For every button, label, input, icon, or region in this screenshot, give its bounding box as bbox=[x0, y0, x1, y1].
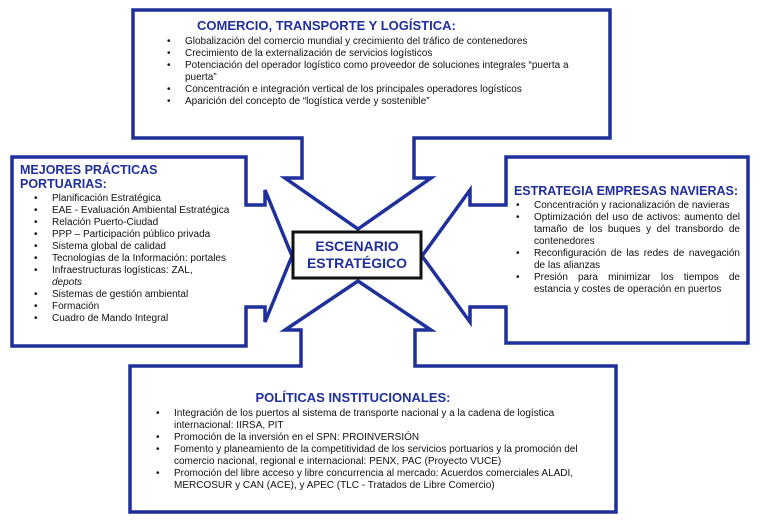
list-item: • Globalización del comercio mundial y crecimiento del tráfico de contenedores bbox=[163, 36, 598, 48]
top-title: COMERCIO, TRANSPORTE Y LOGÍSTICA: bbox=[197, 18, 456, 33]
center-line-1: ESCENARIO bbox=[315, 238, 399, 254]
center-line-2: ESTRATÉGICO bbox=[306, 255, 408, 271]
list-item: • EAE - Evaluación Ambiental Estratégica bbox=[30, 205, 242, 217]
depots-text: depots bbox=[52, 277, 83, 288]
list-item: • Relación Puerto-Ciudad bbox=[30, 217, 242, 229]
center-label bbox=[293, 232, 421, 278]
list-item: • Aparición del concepto de “logística verde y sostenible” bbox=[163, 96, 598, 108]
bottom-title: POLÍTICAS INSTITUCIONALES: bbox=[255, 390, 451, 405]
list-item-text: Infraestructuras logísticas: ZAL, bbox=[52, 265, 193, 276]
list-item: • Promoción de la inversión en el SPN: PROINVERSIÓN bbox=[152, 432, 606, 444]
list-item: • Sistemas de gestión ambiental bbox=[30, 289, 242, 301]
list-item: • Reconfiguración de las redes de navegación de las alianzas bbox=[512, 248, 740, 272]
list-item: • Presión para minimizar los tiempos de estancia y costes de operación en puertos bbox=[512, 272, 740, 296]
left-list bbox=[18, 193, 242, 325]
bottom-panel bbox=[140, 390, 606, 492]
top-list bbox=[143, 36, 598, 108]
top-panel bbox=[143, 18, 598, 108]
right-list bbox=[512, 200, 740, 296]
bottom-list bbox=[140, 408, 606, 492]
left-title: MEJORES PRÁCTICAS PORTUARIAS: bbox=[20, 163, 158, 191]
list-item: • Concentración y racionalización de navieras bbox=[512, 200, 740, 212]
list-item: • Fomento y planeamiento de la competitividad de los servicios portuarios y la promoción del comercio nacional, regional e internacional: PENX, PAC (Proyecto VUCE) bbox=[152, 444, 606, 468]
list-item: • Optimización del uso de activos: aumento del tamaño de los buques y del transbordo de contenedores bbox=[512, 212, 740, 248]
list-item bbox=[30, 265, 242, 289]
list-item: • Potenciación del operador logístico como proveedor de soluciones integrales “puerta a puerta” bbox=[163, 60, 598, 84]
right-panel bbox=[512, 184, 740, 296]
list-item: • Promoción del libre acceso y libre concurrencia al mercado: Acuerdos comerciales ALADI, MERCOSUR y CAN (ACE), y APEC (TLC - Tratados de Libre Comercio) bbox=[152, 468, 606, 492]
right-title: ESTRATEGIA EMPRESAS NAVIERAS: bbox=[513, 184, 739, 198]
list-item: • Integración de los puertos al sistema de transporte nacional y a la cadena de logística internacional: IIRSA, PIT bbox=[152, 408, 606, 432]
list-item: • Cuadro de Mando Integral bbox=[30, 313, 242, 325]
list-item: • Tecnologías de la Información: portales bbox=[30, 253, 242, 265]
left-panel bbox=[18, 163, 242, 325]
list-item: • Planificación Estratégica bbox=[30, 193, 242, 205]
list-item: • Crecimiento de la externalización de servicios logísticos bbox=[163, 48, 598, 60]
list-item: • PPP – Participación público privada bbox=[30, 229, 242, 241]
list-item: • Sistema global de calidad bbox=[30, 241, 242, 253]
list-item: • Concentración e integración vertical de los principales operadores logísticos bbox=[163, 84, 598, 96]
list-item: • Formación bbox=[30, 301, 242, 313]
